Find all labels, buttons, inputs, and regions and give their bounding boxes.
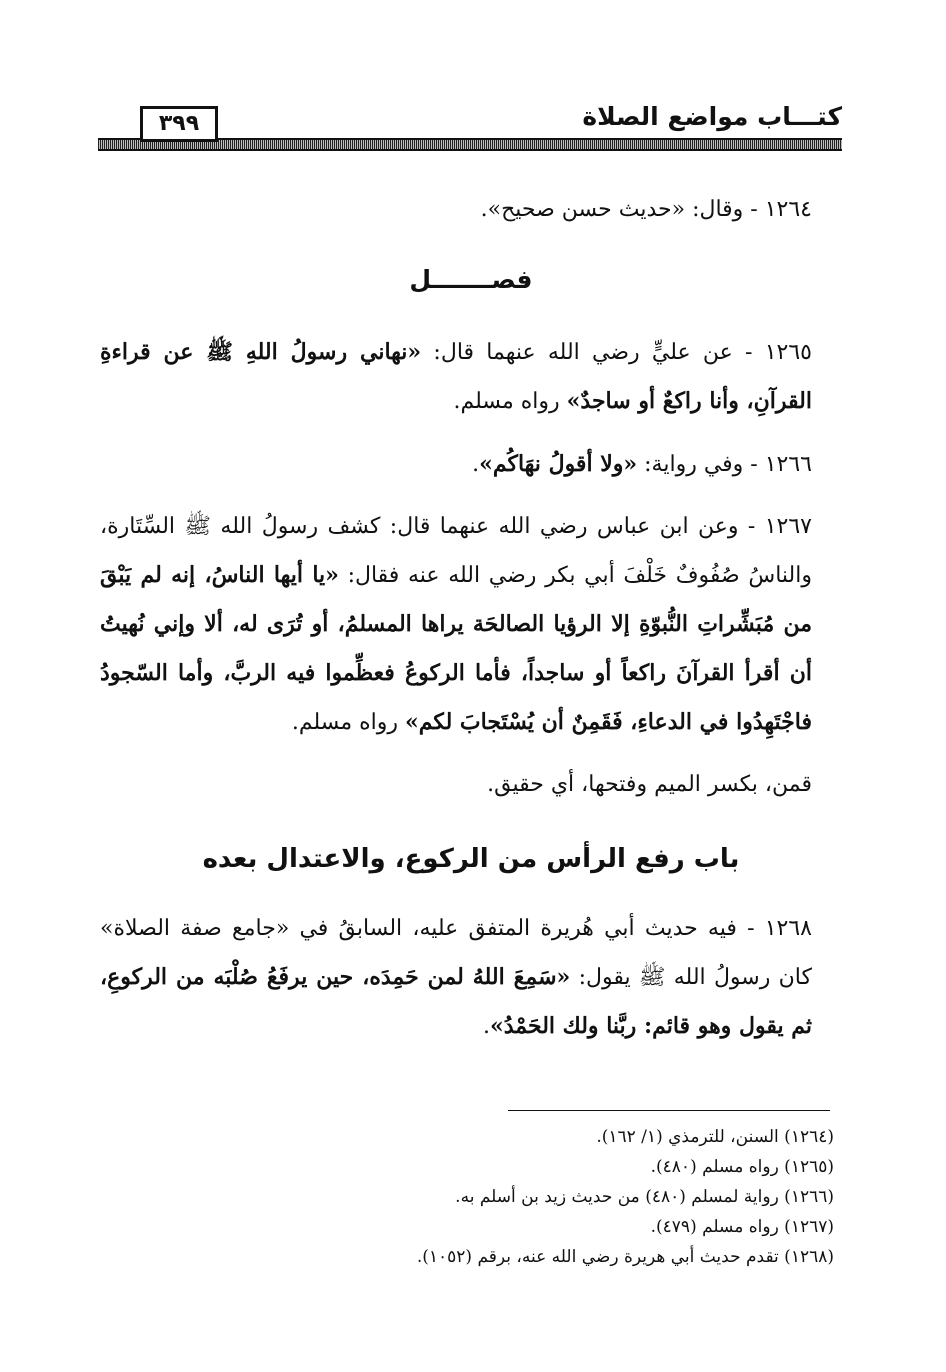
hadith-1266-text: «ولا أقولُ نهَاكُم» xyxy=(479,451,638,477)
hadith-1268-end: . xyxy=(482,1014,490,1039)
hadith-1266-intro: ١٢٦٦ - وفي رواية: xyxy=(637,452,812,477)
hadith-1266-end: . xyxy=(472,452,480,477)
explanatory-note: قمن، بكسر الميم وفتحها، أي حقيق. xyxy=(487,772,812,797)
footnote-1264: (١٢٦٤) السنن، للترمذي (١/ ١٦٢). xyxy=(596,1127,834,1147)
footnote-1267: (١٢٦٧) رواه مسلم (٤٧٩). xyxy=(650,1217,834,1237)
hadith-1267 xyxy=(100,503,842,747)
hadith-1268-text: «سَمِعَ اللهُ لمن حَمِدَه، حين يرفَعُ صُلْبَه من الركوعِ، ثم يقول وهو قائم: ربَّنا ولك الحَمْدُ» xyxy=(100,964,812,1039)
hadith-1265-text: «نهاني رسولُ اللهِ ﷺ عن قراءةِ القرآنِ، وأنا راكعٌ أو ساجدٌ» xyxy=(100,339,812,414)
page-number: ٣٩٩ xyxy=(140,106,218,142)
hadith-1268-intro: ١٢٦٨ - فيه حديث أبي هُريرة المتفق عليه، السابقُ في «جامع صفة الصلاة» كان رسولُ الله ﷺ يقول: xyxy=(100,916,812,990)
hadith-1265-source: رواه مسلم. xyxy=(453,389,567,414)
hadith-1268 xyxy=(100,905,842,1051)
hadith-1267-source: رواه مسلم. xyxy=(291,710,406,735)
section-title: فصـــــــل xyxy=(409,265,533,294)
chapter-title: باب رفع الرأس من الركوع، والاعتدال بعده xyxy=(202,844,740,874)
footnotes xyxy=(100,1122,842,1272)
hadith-1264: ١٢٦٤ - وقال: «حديث حسن صحيح». xyxy=(480,197,812,222)
footnote-1266: (١٢٦٦) رواية لمسلم (٤٨٠) من حديث زيد بن أسلم به. xyxy=(455,1187,834,1207)
page-header xyxy=(98,100,842,156)
hadith-1265 xyxy=(100,328,842,426)
hadith-1267-text: «يا أيها الناسُ، إنه لم يَبْقَ من مُبَشِّراتِ النُّبوّةِ إلا الرؤيا الصالحَة يراها المسلمُ، أو تُرَى له، ألا وإني نُهيتُ أن أقرأ القرآنَ راكعاً أو ساجداً، فأما الركوعُ فعظِّموا فيه الربَّ، وأما السّجودُ فاجْتَهِدُوا في الدعاءِ، فَقَمِنٌ أن يُسْتَجابَ لكم» xyxy=(100,562,812,735)
hadith-1265-intro: ١٢٦٥ - عن عليٍّ رضي الله عنهما قال: xyxy=(421,340,812,365)
page-content xyxy=(100,186,842,1051)
footnote-divider xyxy=(508,1110,830,1111)
hadith-1267-intro: ١٢٦٧ - وعن ابن عباس رضي الله عنهما قال: كشف رسولُ الله ﷺ السِّتَارة، والناسُ صُفُوفٌ خَلْفَ أبي بكر رضي الله عنه فقال: xyxy=(100,514,812,588)
hadith-1266 xyxy=(100,440,842,489)
footnote-1268: (١٢٦٨) تقدم حديث أبي هريرة رضي الله عنه، برقم (١٠٥٢). xyxy=(416,1247,834,1267)
footnote-1265: (١٢٦٥) رواه مسلم (٤٨٠). xyxy=(650,1157,834,1177)
running-title: كتـــاب مواضع الصلاة xyxy=(582,102,842,131)
